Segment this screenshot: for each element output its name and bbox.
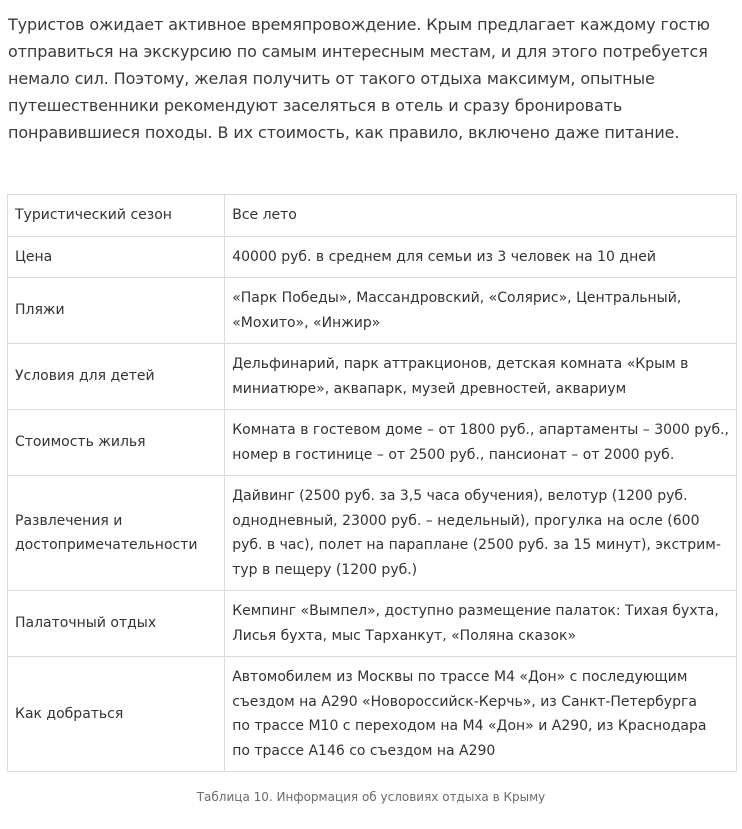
table-row <box>8 591 737 657</box>
row-label: достопримечательности <box>15 537 198 553</box>
row-label: Как добраться <box>15 705 124 722</box>
row-label-cell <box>8 195 225 237</box>
row-label: Палаточный отдых <box>15 615 157 632</box>
intro-line: путешественники рекомендуют заселяться в отель и сразу бронировать <box>8 96 623 115</box>
row-value-cell <box>225 236 737 278</box>
row-value: Комната в гостевом доме – от 1800 руб., апартаменты – 3000 руб., <box>232 422 729 438</box>
row-value: Автомобилем из Москвы по трассе М4 «Дон» с последующим <box>232 669 688 685</box>
row-value: однодневный, 23000 руб. – недельный), прогулка на осле (600 <box>232 512 700 529</box>
table-row <box>8 195 737 237</box>
table-row <box>8 476 737 591</box>
row-label-cell <box>8 591 225 657</box>
row-value-cell <box>225 278 737 344</box>
row-label: Цена <box>15 248 53 265</box>
row-label: Стоимость жилья <box>15 434 146 451</box>
row-value: по трассе М10 с переходом на М4 «Дон» и А290, из Краснодара <box>232 718 707 734</box>
row-label: Пляжи <box>15 302 65 319</box>
table-row <box>8 657 737 772</box>
intro-paragraph <box>8 11 736 146</box>
row-value: Дайвинг (2500 руб. за 3,5 часа обучения), велотур (1200 руб. <box>232 488 688 504</box>
table-row <box>8 278 737 344</box>
row-value: Дельфинарий, парк аттракционов, детская комната «Крым в <box>232 356 689 372</box>
intro-line: отправиться на экскурсию по самым интересным местам, и для этого потребуется <box>8 42 708 61</box>
row-label-cell <box>8 410 225 476</box>
intro-line: немало сил. Поэтому, желая получить от такого отдыха максимум, опытные <box>8 69 655 88</box>
row-value: тур в пещеру (1200 руб.) <box>232 561 418 578</box>
table-caption: Таблица 10. Информация об условиях отдыха в Крыму <box>196 790 546 804</box>
row-label-cell <box>8 476 225 591</box>
row-label-cell <box>8 278 225 344</box>
row-value-cell <box>225 410 737 476</box>
row-label-cell <box>8 657 225 772</box>
row-value: номер в гостинице – от 2500 руб., пансионат – от 2000 руб. <box>232 446 675 463</box>
row-value: миниатюре», аквапарк, музей древностей, аквариум <box>232 380 627 397</box>
intro-line: понравившиеся походы. В их стоимость, как правило, включено даже питание. <box>8 123 680 142</box>
row-value-cell <box>225 591 737 657</box>
row-value: 40000 руб. в среднем для семьи из 3 человек на 10 дней <box>232 248 656 265</box>
table-row <box>8 236 737 278</box>
row-value: Все лето <box>232 207 297 223</box>
row-value-cell <box>225 195 737 237</box>
row-value: руб. в час), полет на параплане (2500 руб. за 15 минут), экстрим- <box>232 537 721 553</box>
table-row <box>8 344 737 410</box>
row-label: Развлечения и <box>15 512 123 529</box>
intro-line: Туристов ожидает активное времяпровождение. Крым предлагает каждому гостю <box>8 15 710 34</box>
row-value: Лисья бухта, мыс Тарханкут, «Поляна сказок» <box>232 627 577 644</box>
row-value: Кемпинг «Вымпел», доступно размещение палаток: Тихая бухта, <box>232 603 719 619</box>
row-value: по трассе А146 со съездом на А290 <box>232 742 496 759</box>
row-value: съездом на А290 «Новороссийск-Керчь», из Санкт-Петербурга <box>232 693 697 710</box>
row-value-cell <box>225 657 737 772</box>
row-value-cell <box>225 476 737 591</box>
table-row <box>8 410 737 476</box>
row-label-cell <box>8 236 225 278</box>
row-label-cell <box>8 344 225 410</box>
info-table <box>7 194 737 772</box>
row-value: «Мохито», «Инжир» <box>232 314 381 331</box>
row-label: Условия для детей <box>15 368 155 385</box>
row-label: Туристический сезон <box>15 207 172 223</box>
row-value-cell <box>225 344 737 410</box>
row-value: «Парк Победы», Массандровский, «Солярис», Центральный, <box>232 290 682 306</box>
